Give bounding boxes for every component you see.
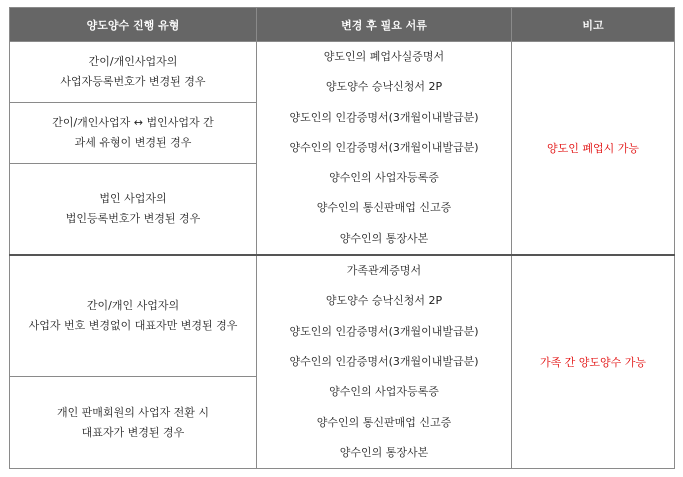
document-item: 양수인의 인감증명서(3개월이내발급분) (289, 140, 479, 154)
case-line: 법인 사업자의 (99, 191, 167, 205)
case-line: 과세 유형이 변경된 경우 (74, 135, 192, 149)
documents-cell (257, 42, 512, 256)
table-header-row (10, 8, 675, 42)
header-remarks: 비고 (512, 8, 675, 42)
case-line: 간이/개인사업자의 (88, 54, 178, 68)
case-business-number-changed (10, 42, 257, 103)
document-item: 양도양수 승낙신청서 2P (325, 294, 443, 308)
case-line: 간이/개인 사업자의 (86, 299, 180, 313)
case-representative-only-changed (10, 255, 257, 377)
case-line: 간이/개인사업자 ↔ 법인사업자 간 (52, 115, 214, 129)
document-item: 양도인의 인감증명서(3개월이내발급분) (289, 324, 479, 338)
case-personal-seller-conversion (10, 377, 257, 469)
case-line: 대표자가 변경된 경우 (81, 425, 185, 439)
document-item: 양도인의 폐업사실증명서 (323, 50, 445, 63)
case-corporate-number-changed (10, 163, 257, 255)
document-item: 양수인의 사업자등록증 (329, 171, 439, 185)
transfer-documents-table-container (9, 7, 674, 469)
case-line: 법인등록번호가 변경된 경우 (65, 211, 201, 225)
document-item: 양수인의 통신판매업 신고증 (316, 201, 452, 215)
document-item: 가족관계증명서 (346, 264, 422, 278)
document-item: 양수인의 사업자등록증 (329, 385, 439, 399)
document-item: 양수인의 인감증명서(3개월이내발급분) (289, 354, 479, 368)
header-required-documents: 변경 후 필요 서류 (257, 8, 512, 42)
remark-cell: 양도인 폐업시 가능 (512, 42, 675, 256)
remark-cell: 가족 간 양도양수 가능 (512, 255, 675, 469)
transfer-documents-table (9, 7, 675, 469)
case-line: 개인 판매회원의 사업자 전환 시 (56, 405, 210, 419)
document-item: 양도인의 인감증명서(3개월이내발급분) (289, 110, 479, 124)
header-transfer-type: 양도양수 진행 유형 (10, 8, 257, 42)
document-item: 양수인의 통장사본 (339, 231, 429, 245)
case-tax-type-changed (10, 102, 257, 163)
document-item: 양도양수 승낙신청서 2P (325, 80, 443, 94)
document-item: 양수인의 통장사본 (339, 445, 429, 459)
case-line: 사업자 번호 변경없이 대표자만 변경된 경우 (28, 319, 238, 333)
table-row (10, 255, 675, 377)
case-line: 사업자등록번호가 변경된 경우 (60, 74, 206, 88)
table-row (10, 42, 675, 103)
document-item: 양수인의 통신판매업 신고증 (316, 415, 452, 429)
documents-cell (257, 255, 512, 469)
